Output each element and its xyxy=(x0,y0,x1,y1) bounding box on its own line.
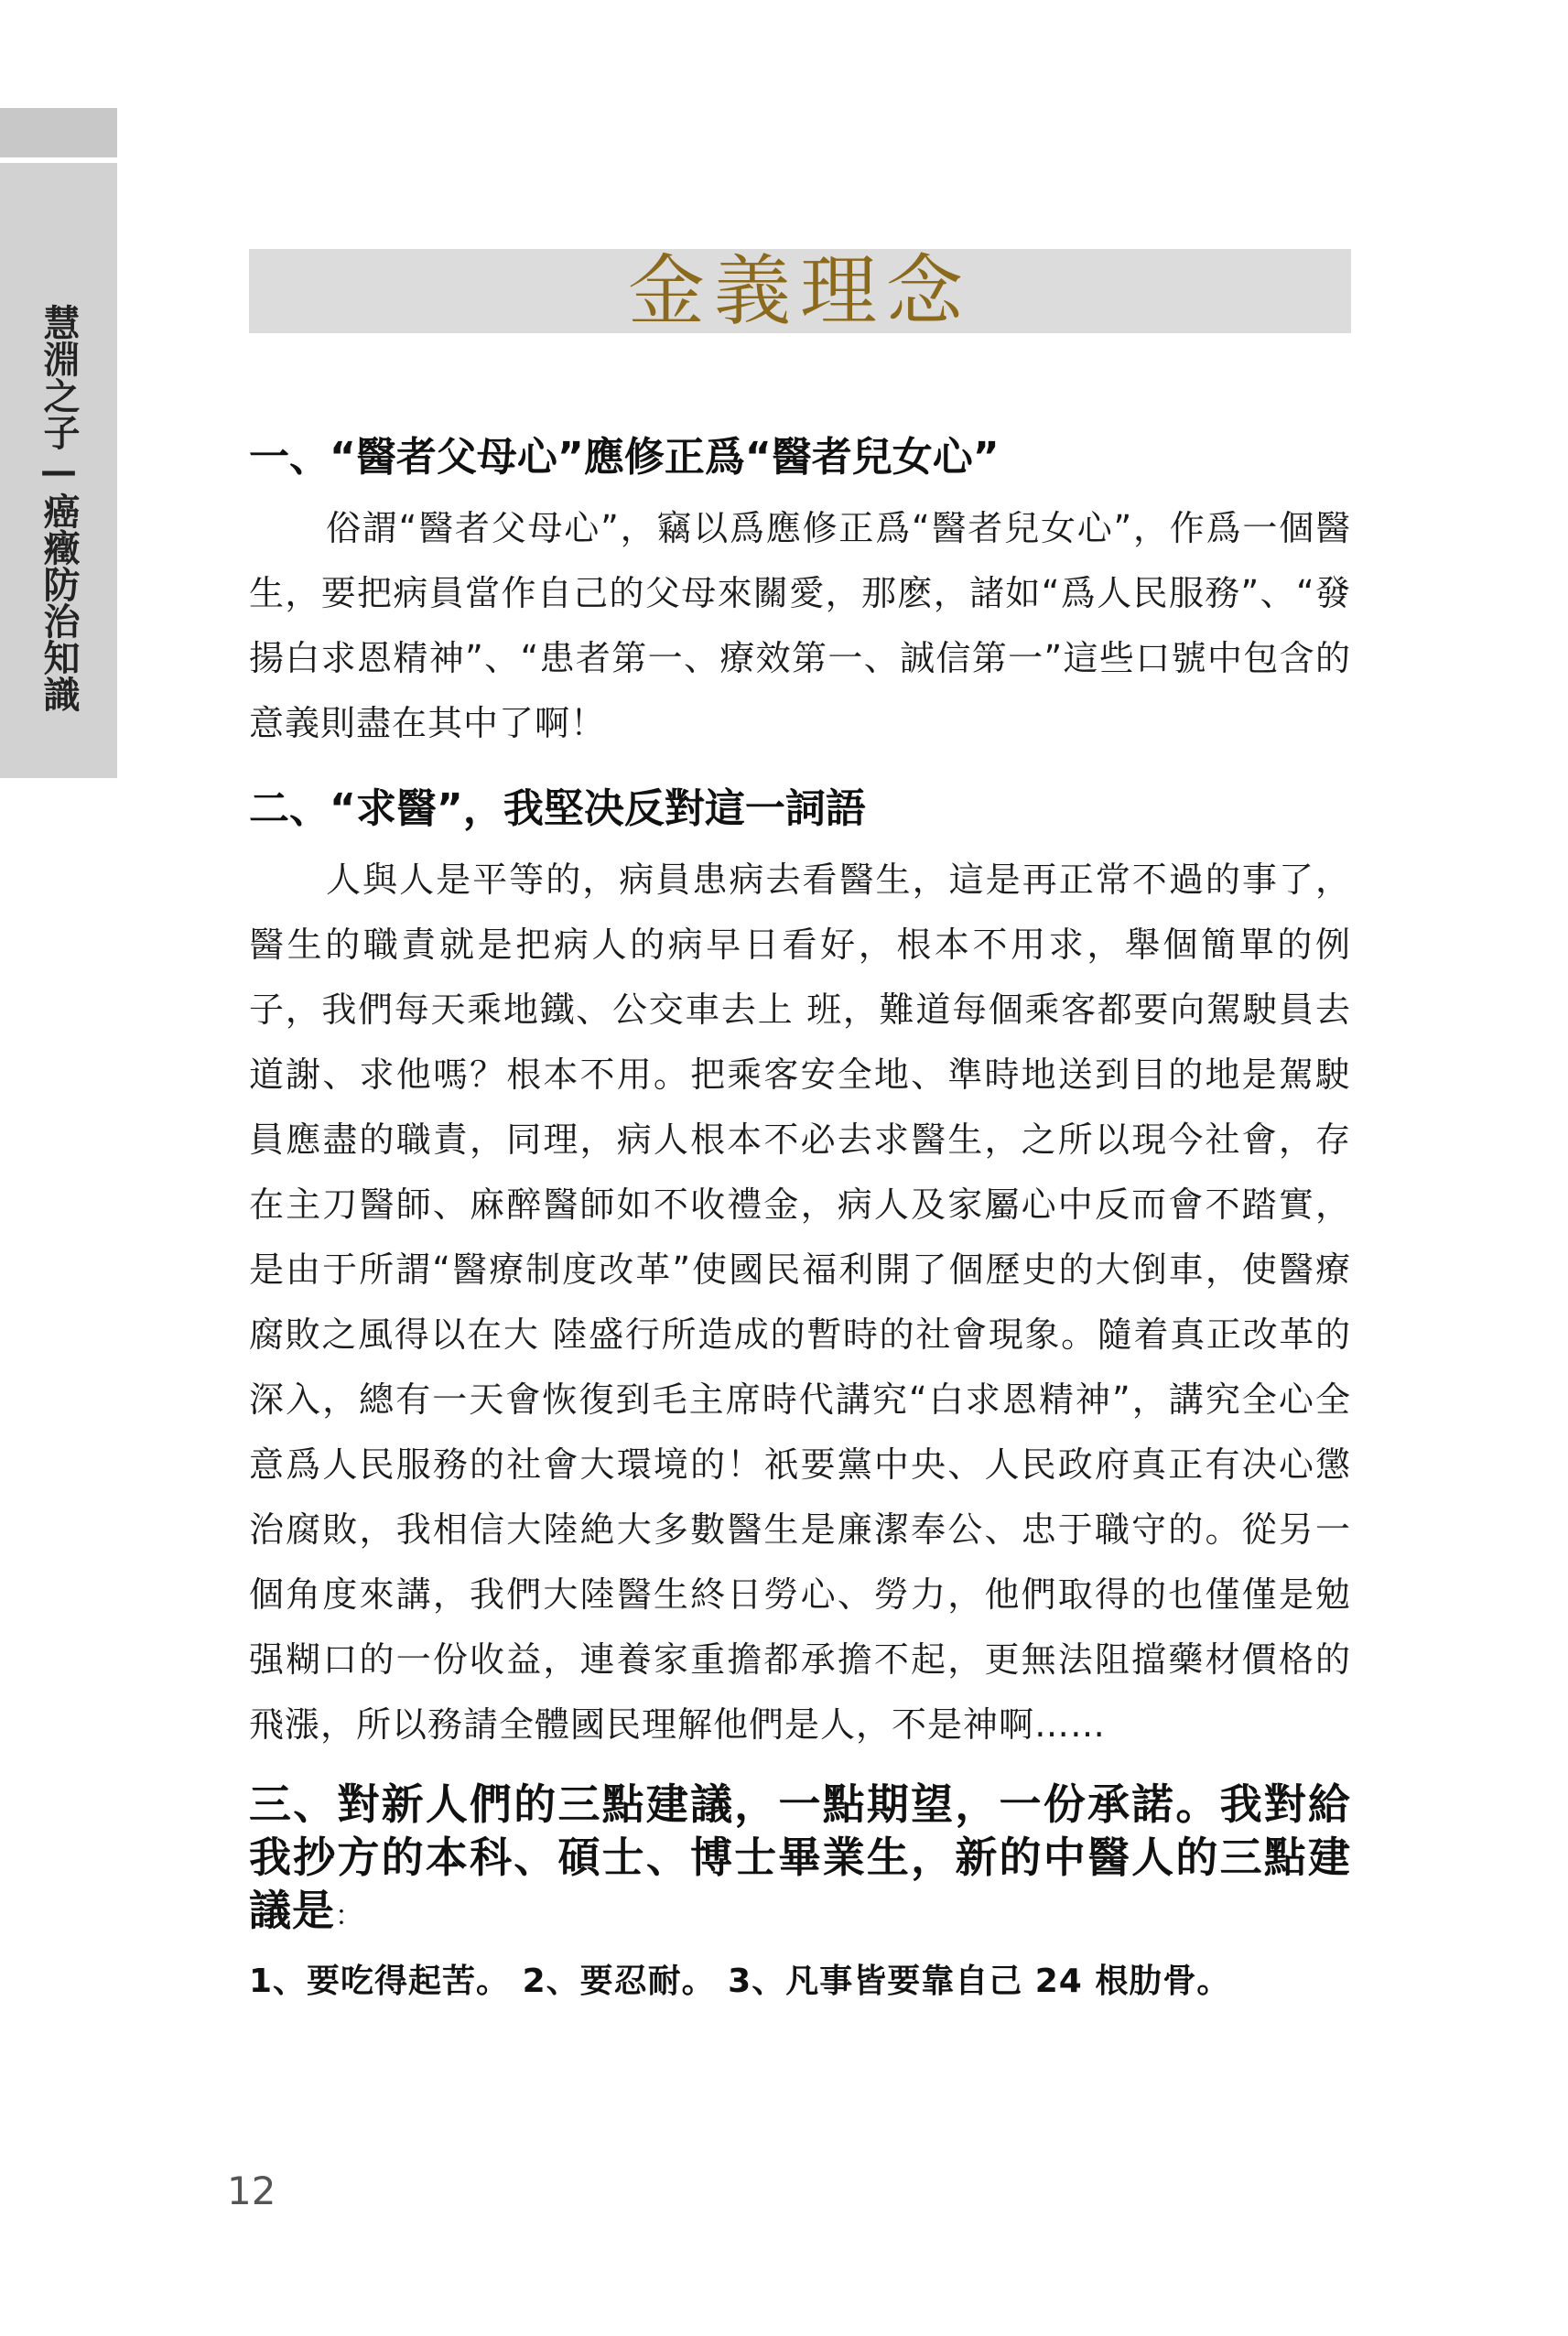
section-1-heading: 一、“醫者父母心”應修正爲“醫者兒女心” xyxy=(249,434,1000,481)
section-2-paragraph: 人與人是平等的，病員患病去看醫生，這是再正常不過的事了，醫生的職責就是把病人的病早日看好，根本不用求，舉個簡單的例子，我們每天乘地鐵、公交車去上 班，難道每個乘客都要向駕駛員去道謝、求他嗎？根本不用。把乘客安全地、準時地送到目的地是駕駛員應盡的職責，同理，病人根本不必去求醫生，之所以現今社會，存在主刀醫師、麻醉醫師如不收禮金，病人及家屬心中反而會不踏實，是由于所謂“醫療制度改革”使國民福利開了個歷史的大倒車，使醫療腐敗之風得以在大 陸盛行所造成的暫時的社會現象。隨着真正改革的深入，總有一天會恢復到毛主席時代講究“白求恩精神”，講究全心全意爲人民服務的社會大環境的！祇要黨中央、人民政府真正有决心懲治腐敗，我相信大陸絶大多數醫生是廉潔奉公、忠于職守的。從另一個角度來講，我們大陸醫生終日勞心、勞力，他們取得的也僅僅是勉强糊口的一份收益，連養家重擔都承擔不起，更無法阻擋藥材價格的飛漲，所以務請全體國民理解他們是人，不是神啊…… xyxy=(249,860,1351,1745)
section-1-paragraph: 俗謂“醫者父母心”，竊以爲應修正爲“醫者兒女心”，作爲一個醫生，要把病員當作自己的父母來關愛，那麽，諸如“爲人民服務”、“發揚白求恩精神”、“患者第一、療效第一、誠信第一”這些口號中包含的意義則盡在其中了啊！ xyxy=(249,508,1351,743)
side-tab-cap xyxy=(0,108,117,157)
page-title: 金義理念 xyxy=(627,246,972,336)
main-content xyxy=(249,430,1351,2009)
side-tab-label-text: 慧淵之子—癌癥防治知識 xyxy=(38,304,80,712)
page-number: 12 xyxy=(227,2168,276,2213)
section-3-heading-text: 三、對新人們的三點建議，一點期望，一份承諾。我對給我抄方的本科、碩士、博士畢業生，新的中醫人的三點建議是 xyxy=(249,1779,1351,1935)
section-3-heading xyxy=(249,1778,1351,1943)
title-bar xyxy=(249,246,1351,336)
section-2-heading: 二、“求醫”，我堅决反對這一詞語 xyxy=(249,785,866,832)
side-tab-label xyxy=(0,304,117,712)
section-3-list: 1、要吃得起苦。 2、要忍耐。 3、凡事皆要靠自己 24 根肋骨。 xyxy=(249,1963,1231,2000)
section-3-heading-colon: ： xyxy=(335,1900,363,1932)
